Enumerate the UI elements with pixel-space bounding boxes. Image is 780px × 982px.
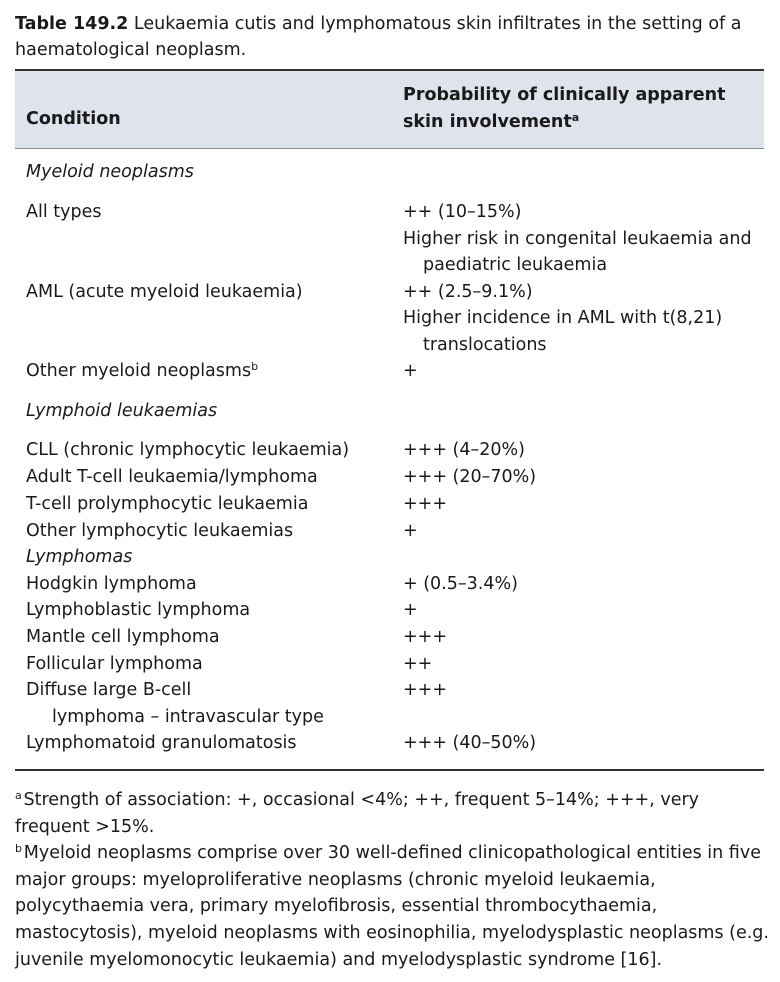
footnote-b-text: Myeloid neoplasms comprise over 30 well-defined clinicopathological entities in five major groups: myeloproliferative neoplasms (chronic myeloid leukaemia, polycythaemia vera, primary myelofibrosis, essential thrombocythaemia, mastocytosis), myeloid neoplasms with eosinophilia, myelodysplastic neoplasms (e.g. juvenile myelomonocytic leukaemia) and myelodysplastic syndrome [16]. xyxy=(15,843,769,970)
table-header xyxy=(15,71,764,149)
condition-aml: AML (acute myeloid leukaemia) xyxy=(26,282,303,302)
probability-aml: ++ (2.5–9.1%) xyxy=(403,282,533,302)
condition-other-myeloid xyxy=(26,358,258,384)
section-heading-lymphomas: Lymphomas xyxy=(26,547,133,567)
condition-other-lymphocytic: Other lymphocytic leukaemias xyxy=(26,521,294,541)
header-footnote-mark: a xyxy=(571,111,580,124)
condition-other-myeloid-text: Other myeloid neoplasms xyxy=(26,361,252,381)
footnote-mark-b: b xyxy=(251,360,259,373)
footnote-a xyxy=(15,787,775,840)
probability-tpll: +++ xyxy=(403,494,447,514)
condition-atll: Adult T-cell leukaemia/lymphoma xyxy=(26,467,318,487)
table-label: Table 149.2 xyxy=(15,14,129,34)
condition-mantle: Mantle cell lymphoma xyxy=(26,627,220,647)
table-caption xyxy=(15,11,767,63)
condition-dlbcl-line2: lymphoma – intravascular type xyxy=(52,707,324,727)
condition-lyg: Lymphomatoid granulomatosis xyxy=(26,733,297,753)
probability-lyg: +++ (40–50%) xyxy=(403,733,537,753)
probability-hodgkin: + (0.5–3.4%) xyxy=(403,574,518,594)
section-heading-myeloid: Myeloid neoplasms xyxy=(26,162,194,182)
note-aml-line1: Higher incidence in AML with t(8,21) xyxy=(403,308,723,328)
header-probability xyxy=(403,82,725,136)
condition-tpll: T-cell prolymphocytic leukaemia xyxy=(26,494,309,514)
note-all-types-line1: Higher risk in congenital leukaemia and xyxy=(403,229,752,249)
bottom-rule xyxy=(15,769,764,771)
footnote-b-mark: b xyxy=(15,842,22,856)
probability-other-lymphocytic: + xyxy=(403,521,418,541)
probability-lymphoblastic: + xyxy=(403,600,418,620)
condition-dlbcl-line1: Diffuse large B-cell xyxy=(26,680,192,700)
probability-dlbcl: +++ xyxy=(403,680,447,700)
note-all-types-line2: paediatric leukaemia xyxy=(423,255,608,275)
table-title: Leukaemia cutis and lymphomatous skin infiltrates in the setting of a haematological neoplasm. xyxy=(15,14,742,60)
condition-lymphoblastic: Lymphoblastic lymphoma xyxy=(26,600,251,620)
footnotes xyxy=(15,787,775,973)
condition-cll: CLL (chronic lymphocytic leukaemia) xyxy=(26,440,350,460)
probability-all-types: ++ (10–15%) xyxy=(403,202,522,222)
header-probability-line2: skin involvement xyxy=(403,112,572,132)
footnote-a-text: Strength of association: +, occasional <4%; ++, frequent 5–14%; +++, very frequent >15%. xyxy=(15,790,700,837)
condition-hodgkin: Hodgkin lymphoma xyxy=(26,574,197,594)
probability-cll: +++ (4–20%) xyxy=(403,440,525,460)
condition-all-types: All types xyxy=(26,202,102,222)
footnote-b xyxy=(15,840,775,973)
condition-follicular: Follicular lymphoma xyxy=(26,654,203,674)
section-heading-lymphoid: Lymphoid leukaemias xyxy=(26,401,218,421)
footnote-a-mark: a xyxy=(15,789,22,802)
probability-follicular: ++ xyxy=(403,654,433,674)
probability-mantle: +++ xyxy=(403,627,447,647)
header-condition: Condition xyxy=(26,109,121,129)
header-probability-line1: Probability of clinically apparent xyxy=(403,85,726,105)
probability-other-myeloid: + xyxy=(403,361,418,381)
probability-atll: +++ (20–70%) xyxy=(403,467,537,487)
note-aml-line2: translocations xyxy=(423,335,547,355)
